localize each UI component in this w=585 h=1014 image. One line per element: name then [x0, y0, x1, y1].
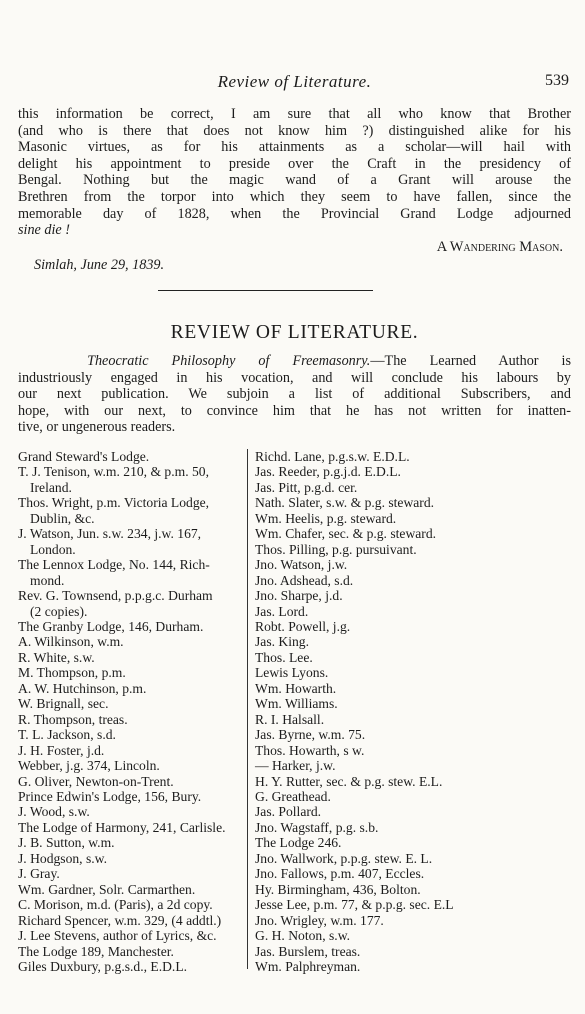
subscriber-entry: Wm. Williams. [255, 696, 338, 712]
subscriber-entry: Grand Steward's Lodge. [18, 449, 150, 464]
subscriber-entry: Nath. Slater, s.w. & p.g. steward. [255, 495, 435, 511]
subscriber-entry: Thos. Wright, p.m. Victoria Lodge, [18, 495, 210, 511]
running-head [18, 72, 571, 94]
subscriber-entry: The Lodge of Harmony, 241, Carlisle. [18, 819, 226, 835]
subscriber-entry: R. White, s.w. [18, 649, 95, 665]
subscriber-entry: Jno. Wagstaff, p.g. s.b. [255, 819, 379, 835]
subscriber-entry: G. Greathead. [255, 788, 331, 804]
subscriber-entry: Rev. G. Townsend, p.p.g.c. Durham [18, 588, 213, 604]
subscriber-entry: W. Brignall, sec. [18, 696, 109, 712]
subscriber-entry: Wm. Howarth. [255, 680, 337, 696]
subscriber-entry: J. Wood, s.w. [18, 804, 90, 820]
letter-text [18, 106, 571, 274]
letter-line: sine die ! [18, 222, 71, 239]
subscriber-entry: Jno. Sharpe, j.d. [255, 588, 343, 604]
subscriber-entry: Thos. Howarth, s w. [255, 742, 365, 758]
letter-signature: A Wandering Mason. [436, 238, 563, 255]
subscriber-entry: Prince Edwin's Lodge, 156, Bury. [18, 788, 202, 804]
letter-place: Simlah, [34, 257, 77, 274]
subscriber-entry: Jno. Adshead, s.d. [255, 572, 354, 588]
column-divider [247, 449, 248, 969]
section-title: REVIEW OF LITERATURE. [170, 322, 419, 343]
subscriber-entry: Webber, j.g. 374, Lincoln. [18, 758, 160, 774]
running-title: Review of Literature. [217, 72, 372, 91]
intro-line: tive, or ungenerous readers. [18, 419, 176, 436]
subscriber-entry: (2 copies). [30, 603, 88, 619]
subscriber-entry: — Harker, j.w. [255, 758, 336, 774]
subscriber-entry: R. Thompson, treas. [18, 711, 128, 727]
subscriber-entry: Giles Duxbury, p.g.s.d., E.D.L. [18, 958, 188, 974]
subscriber-entry: H. Y. Rutter, sec. & p.g. stew. E.L. [255, 773, 443, 789]
subscriber-entry: J. Lee Stevens, author of Lyrics, &c. [18, 928, 217, 944]
subscriber-entry: Jas. Reeder, p.g.j.d. E.D.L. [255, 464, 401, 480]
subscriber-entry: Robt. Powell, j.g. [255, 618, 351, 634]
subscriber-entry: Jas. Pitt, p.g.d. cer. [255, 479, 358, 495]
subscriber-entry: Jno. Fallows, p.m. 407, Eccles. [255, 866, 425, 882]
subscriber-entry: Jno. Wallwork, p.p.g. stew. E. L. [255, 850, 433, 866]
subscriber-entry: Jas. Lord. [255, 603, 309, 619]
letter-line: this information be correct, I am sure that all who know that Brother [18, 106, 571, 122]
subscriber-entry: Jas. Burslem, treas. [255, 943, 361, 959]
intro-line: our next publication. We subjoin a list of additional Subscribers, and [18, 386, 571, 403]
subscriber-entry: T. L. Jackson, s.d. [18, 727, 116, 743]
subscriber-entry: London. [30, 541, 76, 557]
subscriber-entry: The Lodge 189, Manchester. [18, 943, 174, 959]
subscriber-entry: Jesse Lee, p.m. 77, & p.p.g. sec. E.L [255, 897, 454, 913]
subscriber-list [18, 449, 571, 974]
letter-line: Brethren from the torpor into which they seem to have fallen, since the [18, 188, 571, 205]
subscriber-entry: M. Thompson, p.m. [18, 665, 126, 681]
subscriber-entry: C. Morison, m.d. (Paris), a 2d copy. [18, 897, 213, 913]
subscriber-entry: Lewis Lyons. [255, 665, 329, 681]
subscriber-entry: Jno. Wrigley, w.m. 177. [255, 912, 384, 928]
letter-date: June 29, 1839. [80, 257, 165, 274]
intro-line: hope, with our next, to convince him that he has not written for inatten- [18, 402, 571, 419]
letter-line: Masonic virtues, as for his attainments as a scholar—will hail with [18, 139, 571, 156]
intro-line-text: —The Learned Author is [370, 353, 572, 369]
subscriber-entry: Jas. Pollard. [255, 804, 322, 820]
subscriber-entry: G. H. Noton, s.w. [255, 928, 351, 944]
subscriber-entry: G. Oliver, Newton-on-Trent. [18, 773, 174, 789]
subscriber-entry: Wm. Heelis, p.g. steward. [255, 510, 397, 526]
subscriber-entry: Thos. Pilling, p.g. pursuivant. [255, 541, 417, 557]
letter-place-date [34, 257, 571, 274]
subscriber-entry: J. B. Sutton, w.m. [18, 835, 115, 851]
subscriber-entry: Jno. Watson, j.w. [255, 557, 348, 573]
subscriber-entry: Thos. Lee. [255, 649, 313, 665]
subscriber-entry: J. Hodgson, s.w. [18, 850, 107, 866]
subscriber-entry: Richd. Lane, p.g.s.w. E.D.L. [255, 449, 410, 464]
subscriber-entry: Wm. Gardner, Solr. Carmarthen. [18, 881, 196, 897]
subscriber-entry: J. H. Foster, j.d. [18, 742, 105, 758]
work-title: Theocratic Philosophy of Freemasonry. [87, 353, 371, 369]
subscriber-entry: The Lennox Lodge, No. 144, Rich- [18, 557, 210, 573]
subscriber-entry: Jas. Byrne, w.m. 75. [255, 727, 366, 743]
subscriber-entry: Ireland. [30, 479, 72, 495]
subscriber-entry: J. Watson, Jun. s.w. 234, j.w. 167, [18, 526, 202, 542]
subscriber-entry: R. I. Halsall. [255, 711, 325, 727]
subscriber-entry: J. Gray. [18, 866, 60, 882]
subscriber-entry: mond. [30, 572, 65, 588]
subscriber-entry: Wm. Palphreyman. [255, 958, 361, 974]
subscriber-entry: The Lodge 246. [255, 835, 342, 851]
subscriber-entry: Jas. King. [255, 634, 309, 650]
subscriber-entry: A. Wilkinson, w.m. [18, 634, 124, 650]
page-number: 539 [545, 72, 569, 89]
section-divider-rule [158, 290, 373, 291]
letter-line: memorable day of 1828, when the Provincial Grand Lodge adjourned [18, 205, 571, 222]
intro-line [18, 353, 571, 370]
subscriber-entry: A. W. Hutchinson, p.m. [18, 680, 147, 696]
subscriber-column-right [255, 449, 573, 974]
subscriber-entry: Wm. Chafer, sec. & p.g. steward. [255, 526, 437, 542]
subscriber-entry: The Granby Lodge, 146, Durham. [18, 618, 204, 634]
letter-line: (and who is there that does not know him ?) distinguished alike for his [18, 122, 571, 139]
subscriber-column-left [18, 449, 244, 974]
letter-line: Bengal. Nothing but the magic wand of a Grant will arouse the [18, 172, 571, 189]
subscriber-entry: Richard Spencer, w.m. 329, (4 addtl.) [18, 912, 222, 928]
subscriber-entry: Dublin, &c. [30, 510, 95, 526]
review-intro [18, 353, 571, 436]
subscriber-entry: Hy. Birmingham, 436, Bolton. [255, 881, 421, 897]
letter-line: delight his appointment to preside over the Craft in the presidency of [18, 155, 571, 172]
intro-line: industriously engaged in his vocation, and will conclude his labours by [18, 369, 571, 386]
subscriber-entry: T. J. Tenison, w.m. 210, & p.m. 50, [18, 464, 209, 480]
